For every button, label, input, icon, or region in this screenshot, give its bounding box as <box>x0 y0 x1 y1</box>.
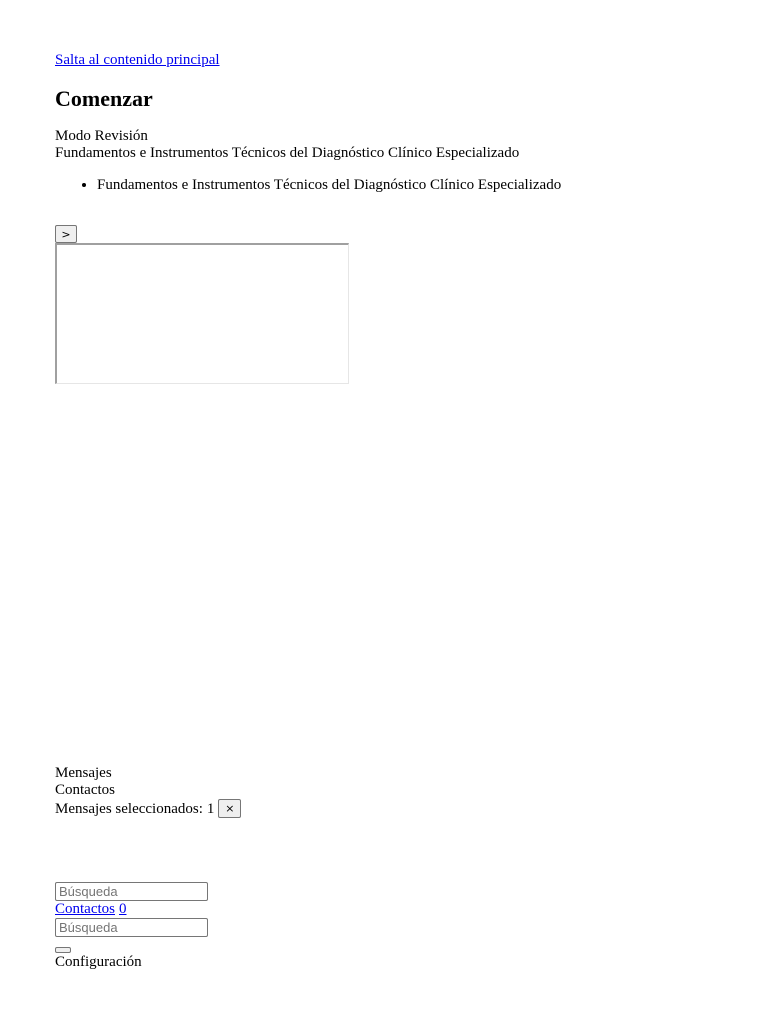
contacts-search-input[interactable] <box>55 918 208 937</box>
messages-label: Mensajes <box>55 765 112 781</box>
contacts-link-label: Contactos <box>55 901 115 917</box>
page-title: Comenzar <box>55 86 153 111</box>
content-frame[interactable] <box>55 243 349 384</box>
contacts-count: 0 <box>119 901 127 917</box>
expand-toggle-button[interactable]: > <box>55 225 77 243</box>
contacts-link[interactable] <box>55 901 127 918</box>
course-list <box>55 176 561 194</box>
course-name: Fundamentos e Instrumentos Técnicos del Diagnóstico Clínico Especializado <box>55 145 520 161</box>
list-item: • Fundamentos e Instrumentos Técnicos del Diagnóstico Clínico Especializado <box>97 176 561 194</box>
contacts-label: Contactos <box>55 782 115 798</box>
mode-label: Modo Revisión <box>55 128 148 144</box>
selected-messages-count: 1 <box>206 800 215 817</box>
clear-selection-button[interactable]: × <box>218 799 241 818</box>
skip-to-main-content-link[interactable]: Salta al contenido principal <box>55 52 220 68</box>
selected-messages-label: Mensajes seleccionados: <box>55 800 203 817</box>
search-input[interactable] <box>55 882 208 901</box>
settings-label: Configuración <box>55 954 142 970</box>
selected-messages-row <box>55 799 241 818</box>
